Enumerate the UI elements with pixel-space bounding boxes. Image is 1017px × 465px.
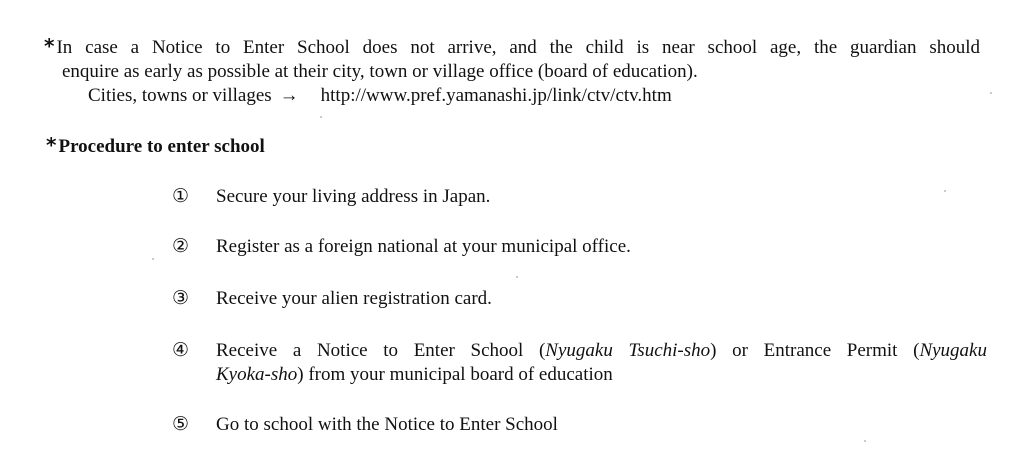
cities-label: Cities, towns or villages — [88, 85, 272, 106]
notice-line-1 — [44, 34, 994, 60]
step-4 — [172, 338, 987, 387]
step-3 — [172, 286, 987, 311]
arrow-right-icon: → — [279, 85, 299, 106]
step-number-3: ③ — [172, 287, 190, 309]
notice-text-1: In case a Notice to Enter School does not arrive, and the child is near school age, the guardian should — [56, 37, 980, 58]
step-4-italic-kyoka-sho: Kyoka-sho — [216, 364, 298, 385]
scan-speck — [944, 190, 946, 192]
step-2 — [172, 234, 987, 259]
step-text-5: Go to school with the Notice to Enter School — [216, 414, 558, 435]
step-5 — [172, 412, 987, 437]
cities-url: http://www.pref.yamanashi.jp/link/ctv/ctv.htm — [320, 85, 672, 106]
scan-speck — [152, 258, 154, 260]
notice-line-2: enquire as early as possible at their city, town or village office (board of education). — [62, 61, 698, 82]
asterisk-icon: * — [44, 34, 55, 58]
step-4-text-a2: ) or Entrance Permit ( — [710, 340, 920, 361]
step-number-2: ② — [172, 235, 190, 257]
scan-speck — [516, 276, 518, 278]
step-text-4 — [216, 339, 987, 387]
step-text-2: Register as a foreign national at your municipal office. — [216, 236, 631, 257]
scan-speck — [320, 116, 322, 118]
step-4-italic-nyugaku: Nyugaku — [919, 340, 987, 361]
scan-speck — [990, 92, 992, 94]
step-4-line-2 — [216, 363, 987, 387]
step-number-1: ① — [172, 185, 190, 207]
step-4-line-1 — [216, 339, 987, 363]
step-4-text-b: ) from your municipal board of education — [297, 364, 613, 385]
step-4-italic-nyugaku-tsuchi-sho: Nyugaku Tsuchi-sho — [545, 340, 711, 361]
step-number-5: ⑤ — [172, 413, 190, 435]
step-4-text-a1: Receive a Notice to Enter School ( — [216, 340, 546, 361]
scan-speck — [864, 440, 866, 442]
step-number-4: ④ — [172, 339, 190, 361]
step-text-1: Secure your living address in Japan. — [216, 186, 491, 207]
asterisk-icon: * — [46, 133, 57, 157]
cities-line — [44, 84, 994, 108]
notice-paragraph — [44, 34, 994, 108]
step-1 — [172, 184, 987, 209]
procedure-heading — [46, 133, 265, 158]
step-text-3: Receive your alien registration card. — [216, 288, 492, 309]
procedure-heading-text: Procedure to enter school — [58, 136, 265, 157]
